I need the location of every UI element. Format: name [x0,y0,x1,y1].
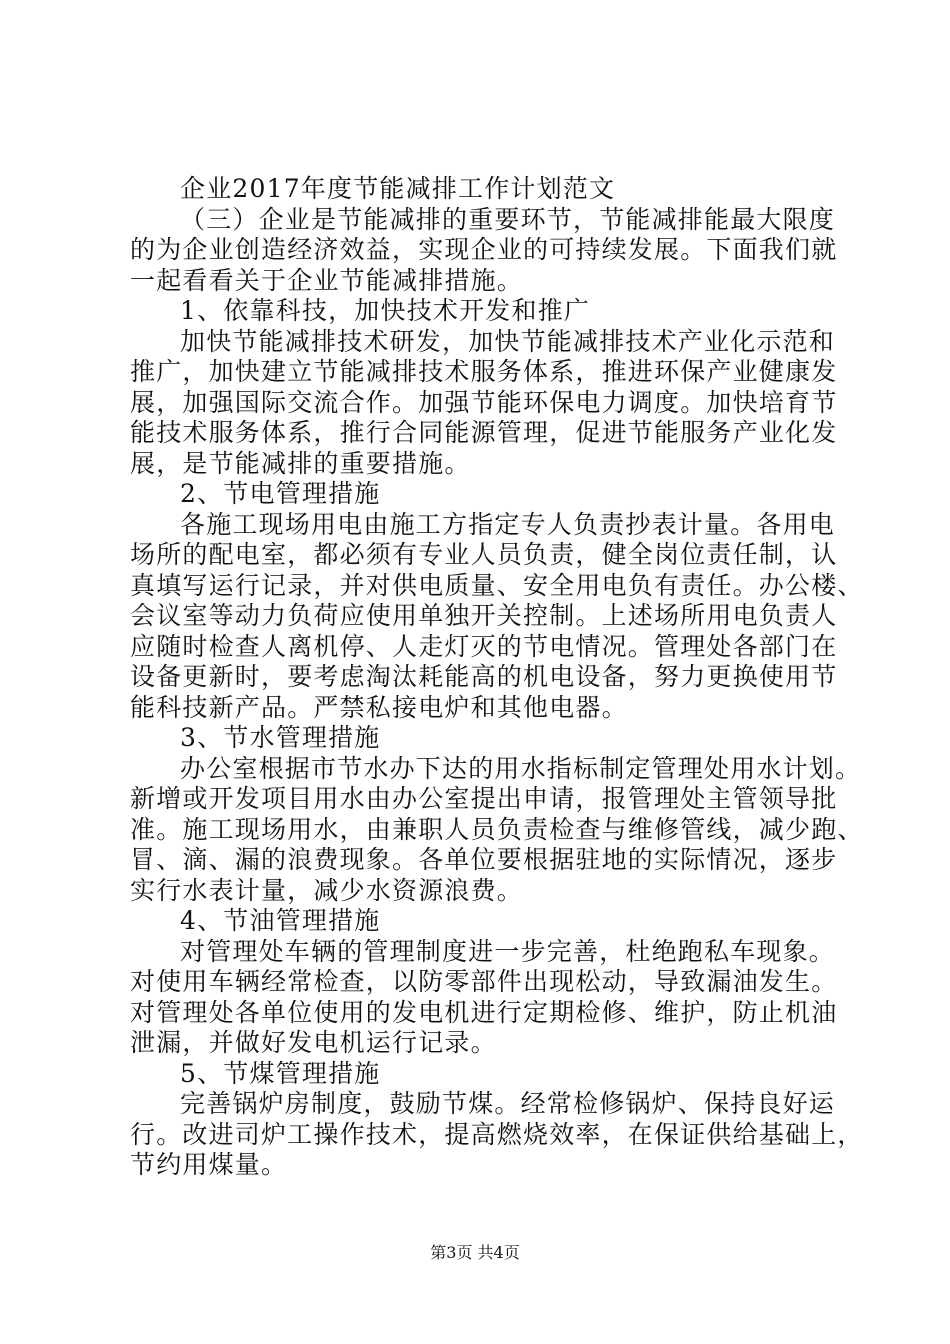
text-line: 加快节能减排技术研发，加快节能减排技术产业化示范和 [180,326,836,356]
text-line: 应随时检查人离机停、人走灯灭的节电情况。管理处各部门在 [130,631,838,661]
text-line: 节约用煤量。 [130,1150,288,1179]
text-line: 会议室等动力负荷应使用单独开关控制。上述场所用电负责人 [130,601,838,630]
text-line: 一起看看关于企业节能减排措施。 [130,265,524,295]
text-line: 泄漏，并做好发电机运行记录。 [130,1028,497,1057]
text-line: 完善锅炉房制度，鼓励节煤。经常检修锅炉、保持良好运 [180,1089,836,1118]
text-line: 1、依靠科技，加快技术开发和推广 [180,296,591,325]
text-line: 3、节水管理措施 [180,723,381,752]
text-line: 实行水表计量，减少水资源浪费。 [130,875,524,905]
text-line: 办公室根据市节水办下达的用水指标制定管理处用水计划。 [180,753,862,783]
text-line: （三）企业是节能减排的重要环节，节能减排能最大限度 [180,204,836,234]
page-footer: 第3页 共4页 [430,1243,520,1262]
text-line: 展，加强国际交流合作。加强节能环保电力调度。加快培育节 [130,387,838,417]
text-line: 能技术服务体系，推行合同能源管理，促进节能服务产业化发 [130,418,838,447]
text-line: 推广，加快建立节能减排技术服务体系，推进环保产业健康发 [130,357,838,386]
text-line: 准。施工现场用水，由兼职人员负责检查与维修管线，减少跑、 [130,814,864,844]
text-line: 对管理处各单位使用的发电机进行定期检修、维护，防止机油 [130,997,838,1027]
text-line: 对管理处车辆的管理制度进一步完善，杜绝跑私车现象。 [180,936,836,966]
text-line: 展，是节能减排的重要措施。 [130,448,471,478]
text-line: 设备更新时，要考虑淘汰耗能高的机电设备，努力更换使用节 [130,662,838,691]
text-line: 2、节电管理措施 [180,479,381,508]
text-line: 行。改进司炉工操作技术，提高燃烧效率，在保证供给基础上， [130,1119,864,1149]
document-body [130,174,864,1181]
text-line: 各施工现场用电由施工方指定专人负责抄表计量。各用电 [180,509,836,539]
text-line: 4、节油管理措施 [180,906,381,935]
text-line: 新增或开发项目用水由办公室提出申请，报管理处主管领导批 [130,784,838,813]
text-line: 场所的配电室，都必须有专业人员负责，健全岗位责任制，认 [130,540,838,569]
text-line: 5、节煤管理措施 [180,1058,381,1088]
text-line: 的为企业创造经济效益，实现企业的可持续发展。下面我们就 [130,235,838,264]
text-line: 能科技新产品。严禁私接电炉和其他电器。 [130,692,628,722]
document-title: 企业2017年度节能减排工作计划范文 [180,174,616,203]
text-line: 对使用车辆经常检查，以防零部件出现松动，导致漏油发生。 [130,967,838,996]
text-line: 真填写运行记录，并对供电质量、安全用电负有责任。办公楼、 [130,570,864,600]
text-line: 冒、滴、漏的浪费现象。各单位要根据驻地的实际情况，逐步 [130,845,838,874]
